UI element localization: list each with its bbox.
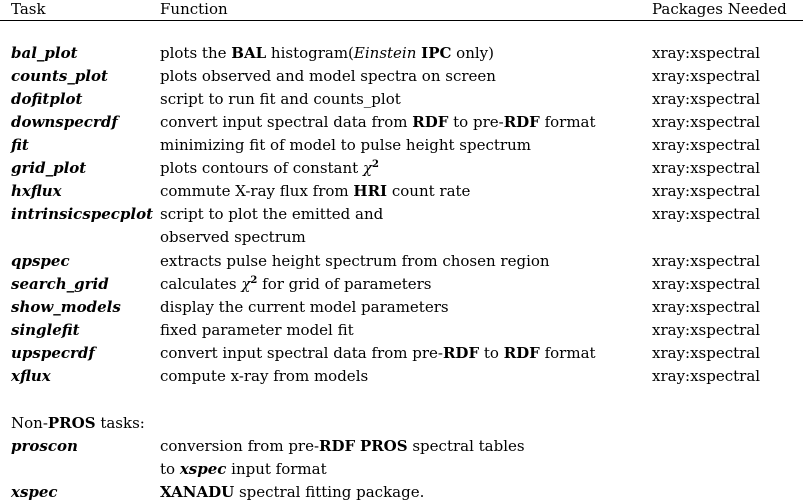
task-package: xray:xspectral bbox=[652, 298, 761, 316]
task-function: compute x-ray from models bbox=[160, 367, 369, 385]
header-packages: Packages Needed bbox=[652, 0, 787, 18]
task-package: xray:xspectral bbox=[652, 136, 761, 154]
non-pros-label: Non-PROS tasks: bbox=[11, 414, 145, 432]
task-package: xray:xspectral bbox=[652, 367, 761, 385]
task-package: xray:xspectral bbox=[652, 113, 761, 131]
task-package: xray:xspectral bbox=[652, 344, 761, 362]
header-divider bbox=[0, 20, 803, 21]
task-name: show_models bbox=[11, 298, 121, 316]
task-name: downspecrdf bbox=[11, 113, 118, 131]
task-name: bal_plot bbox=[11, 44, 78, 62]
task-function: script to run fit and counts_plot bbox=[160, 90, 401, 108]
task-name: intrinsicspecplot bbox=[11, 205, 154, 223]
task-package: xray:xspectral bbox=[652, 67, 761, 85]
task-name: grid_plot bbox=[11, 159, 87, 177]
task-package: xray:xspectral bbox=[652, 321, 761, 339]
task-name: hxflux bbox=[11, 182, 62, 200]
task-function: convert input spectral data from RDF to pre-RDF format bbox=[160, 113, 596, 131]
task-function: plots contours of constant $\chi^2$ bbox=[160, 159, 380, 177]
task-name: counts_plot bbox=[11, 67, 108, 85]
task-name: upspecrdf bbox=[11, 344, 95, 362]
task-function: script to plot the emitted and bbox=[160, 205, 384, 223]
task-name: fit bbox=[11, 136, 29, 154]
task-package: xray:xspectral bbox=[652, 159, 761, 177]
task-function: convert input spectral data from pre-RDF to RDF format bbox=[160, 344, 596, 362]
task-function: XANADU spectral fitting package. bbox=[160, 483, 425, 501]
task-package: xray:xspectral bbox=[652, 44, 761, 62]
task-function-continued: observed spectrum bbox=[160, 228, 306, 246]
task-function: calculates $\chi^2$ for grid of parameters bbox=[160, 275, 432, 293]
task-name: qpspec bbox=[11, 252, 70, 270]
task-name: xspec bbox=[11, 483, 58, 501]
task-name: proscon bbox=[11, 437, 78, 455]
task-name: search_grid bbox=[11, 275, 109, 293]
task-function: plots the BAL histogram(Einstein IPC only) bbox=[160, 44, 494, 62]
task-package: xray:xspectral bbox=[652, 182, 761, 200]
header-task: Task bbox=[11, 0, 46, 18]
task-function: conversion from pre-RDF PROS spectral tables bbox=[160, 437, 525, 455]
task-function: commute X-ray flux from HRI count rate bbox=[160, 182, 471, 200]
task-package: xray:xspectral bbox=[652, 90, 761, 108]
task-package: xray:xspectral bbox=[652, 275, 761, 293]
header-function: Function bbox=[160, 0, 228, 18]
task-package: xray:xspectral bbox=[652, 252, 761, 270]
task-name: singlefit bbox=[11, 321, 80, 339]
task-name: xflux bbox=[11, 367, 51, 385]
table-header bbox=[0, 0, 803, 20]
task-function: fixed parameter model fit bbox=[160, 321, 354, 339]
task-function: plots observed and model spectra on screen bbox=[160, 67, 496, 85]
task-name: dofitplot bbox=[11, 90, 83, 108]
task-package: xray:xspectral bbox=[652, 205, 761, 223]
task-function: minimizing fit of model to pulse height spectrum bbox=[160, 136, 531, 154]
task-function-continued: to xspec input format bbox=[160, 460, 327, 478]
task-function: extracts pulse height spectrum from chosen region bbox=[160, 252, 550, 270]
task-function: display the current model parameters bbox=[160, 298, 449, 316]
